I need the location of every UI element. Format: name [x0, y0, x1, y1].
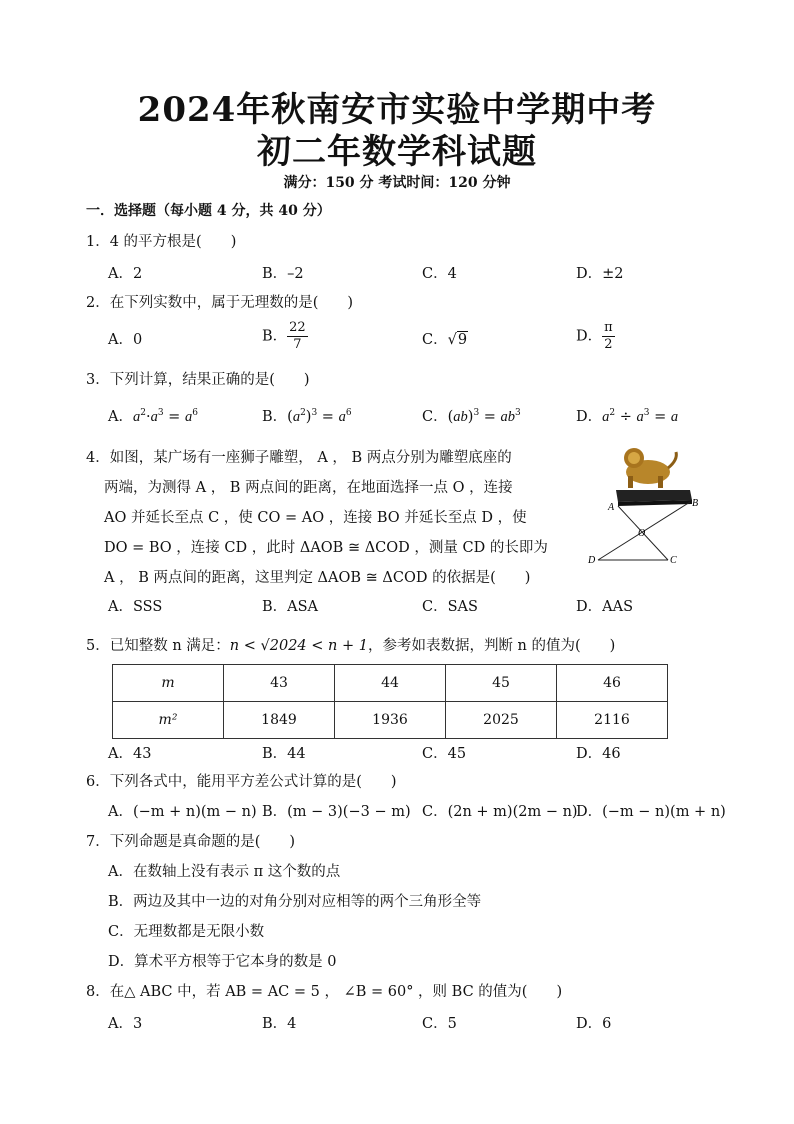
q1-option-a: A．2	[108, 266, 143, 282]
q4-line5: A ， B 两点间的距离，这里判定 ΔAOB ≅ ΔCOD 的依据是( )	[104, 570, 531, 586]
table-row	[113, 665, 668, 702]
table-cell: 46	[557, 665, 668, 702]
label-a: A	[608, 502, 615, 513]
q2-option-c-radicand: 9	[457, 332, 468, 348]
q1-option-d: D．±2	[576, 266, 624, 282]
label-o: O	[638, 528, 646, 539]
q2-option-d-label: D．	[576, 328, 603, 345]
table-cell: 43	[224, 665, 335, 702]
q2-option-d-fraction	[602, 320, 615, 353]
q6-option-c: C．(2n + m)(2m − n)	[422, 804, 578, 820]
q2-option-b-label: B．	[262, 328, 288, 345]
q2-option-b-denominator: 7	[293, 337, 302, 352]
q4-line4: DO = BO ，连接 CD ，此时 ΔAOB ≅ ΔCOD ，测量 CD 的长即为	[104, 540, 548, 556]
q1-option-b: B．–2	[262, 266, 304, 282]
q3-option-c: C．$(ab)^3 = ab^3$	[422, 408, 521, 425]
q2-option-d-denominator: 2	[604, 337, 613, 352]
q5-stem	[86, 634, 615, 655]
q2-option-c-radical: √9	[447, 332, 468, 348]
q8-option-b: B．4	[262, 1016, 297, 1032]
exam-meta: 满分：150 分 考试时间：120 分钟	[283, 175, 511, 191]
q7-option-c: C．无理数都是无限小数	[108, 924, 265, 940]
exam-title-line1: 2024年秋南安市实验中学期中考	[137, 90, 657, 130]
q6-stem: 6．下列各式中，能用平方差公式计算的是( )	[86, 774, 397, 790]
q3-option-b: B．$(a^2)^3 = a^6$	[262, 408, 352, 425]
q5-reference-table	[112, 664, 668, 739]
table-cell: 2116	[557, 702, 668, 739]
q3-option-d: D．$a^2 \div a^3 = a$	[576, 408, 679, 425]
q2-option-b-fraction	[287, 320, 308, 353]
q4-figure	[578, 438, 708, 568]
q3-stem: 3．下列计算，结果正确的是( )	[86, 372, 310, 388]
table-cell: m²	[113, 702, 224, 739]
q7-option-a: A．在数轴上没有表示 π 这个数的点	[108, 864, 341, 880]
q2-option-c	[422, 328, 468, 349]
q7-stem: 7．下列命题是真命题的是( )	[86, 834, 296, 850]
q6-option-a: A．(−m + n)(m − n)	[108, 804, 257, 820]
q5-option-a: A．43	[108, 746, 152, 762]
q5-stem-pre: 5．已知整数 n 满足：	[86, 638, 230, 654]
q1-option-c: C．4	[422, 266, 457, 282]
q2-option-c-label: C．	[422, 332, 448, 348]
q7-option-b: B．两边及其中一边的对角分别对应相等的两个三角形全等	[108, 894, 482, 910]
section-heading: 一．选择题（每小题 4 分，共 40 分）	[86, 203, 331, 219]
table-row	[113, 702, 668, 739]
q4-option-c: C．SAS	[422, 599, 478, 615]
pedestal-top	[616, 490, 692, 502]
q2-option-d-numerator: π	[604, 320, 613, 335]
q2-option-b	[262, 320, 308, 353]
q4-line3: AO 并延长至点 C ，使 CO = AO ，连接 BO 并延长至点 D ，使	[104, 510, 527, 526]
q5-option-b: B．44	[262, 746, 306, 762]
table-cell: 1936	[335, 702, 446, 739]
table-cell: 44	[335, 665, 446, 702]
q2-option-a: A．0	[108, 332, 143, 348]
q5-option-c: C．45	[422, 746, 467, 762]
q4-line2: 两端，为测得 A ， B 两点间的距离，在地面选择一点 O ，连接	[104, 480, 513, 496]
q7-option-d: D．算术平方根等于它本身的数是 0	[108, 954, 337, 970]
label-d: D	[588, 555, 596, 566]
table-cell: 2025	[446, 702, 557, 739]
q2-stem: 2．在下列实数中，属于无理数的是( )	[86, 295, 354, 311]
q8-stem: 8．在△ ABC 中，若 AB = AC = 5 ， ∠B = 60° ，则 BC 的值为( )	[86, 984, 563, 1000]
lion-statue-icon	[624, 448, 676, 488]
q4-option-b: B．ASA	[262, 599, 319, 615]
q4-line1: 4．如图，某广场有一座狮子雕塑， A ， B 两点分别为雕塑底座的	[86, 450, 512, 466]
label-b: B	[692, 498, 699, 509]
q6-option-d: D．(−m − n)(m + n)	[576, 804, 726, 820]
q5-stem-math: n < √2024 < n + 1	[229, 638, 368, 654]
q8-option-d: D．6	[576, 1016, 612, 1032]
q1-stem: 1．4 的平方根是( )	[86, 234, 237, 250]
table-cell: 1849	[224, 702, 335, 739]
q3-option-a: A．$a^2\cdot a^3 = a^6$	[108, 408, 198, 425]
q4-option-d: D．AAS	[576, 599, 634, 615]
q5-option-d: D．46	[576, 746, 621, 762]
q8-option-a: A．3	[108, 1016, 143, 1032]
q4-option-a: A．SSS	[108, 599, 163, 615]
label-c: C	[670, 555, 677, 566]
q5-stem-post: ，参考如表数据，判断 n 的值为( )	[367, 638, 616, 654]
q6-option-b: B．(m − 3)(−3 − m)	[262, 804, 411, 820]
q8-option-c: C．5	[422, 1016, 457, 1032]
table-cell: 45	[446, 665, 557, 702]
table-cell: m	[113, 665, 224, 702]
exam-title-line2: 初二年数学科试题	[257, 132, 537, 172]
q2-option-b-numerator: 22	[289, 320, 306, 335]
q2-option-d	[576, 320, 615, 353]
